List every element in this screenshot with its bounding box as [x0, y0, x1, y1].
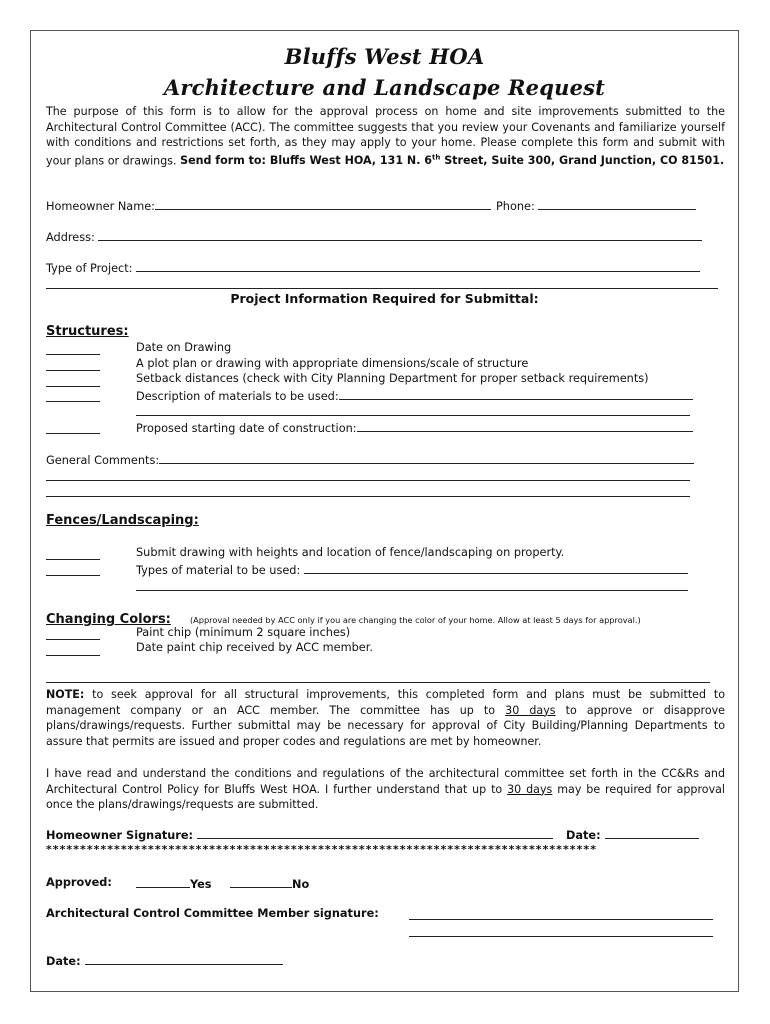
yes-line[interactable] [136, 876, 190, 888]
general-comments-field[interactable] [46, 452, 694, 467]
signature-date-line[interactable] [605, 827, 699, 839]
send-address: Send form to: Bluffs West HOA, 131 N. 6th Street, Suite 300, Grand Junction, CO 81501. [180, 153, 725, 168]
materials-field[interactable] [136, 388, 693, 403]
type-of-project-field[interactable] [46, 260, 700, 275]
intro-paragraph [46, 104, 725, 169]
type-of-project-line[interactable] [136, 260, 700, 272]
homeowner-signature-field[interactable] [46, 827, 553, 842]
note-paragraph: NOTE: to seek approval for all structural improvements, this completed form and plans must be submitted to management company or an ACC member. The committee has up to 30 days to approve or disapprove plans/drawings/requests. Further submittal may be necessary for approval of City Building/Planning Departments to assure that permits are issued and proper codes and regulations are met by homeowner. [46, 688, 726, 748]
fence-materials-line-2[interactable] [136, 590, 688, 591]
divider [46, 288, 718, 289]
address-field[interactable] [46, 229, 702, 244]
acc-signature-line-1[interactable] [409, 919, 713, 920]
materials-label: Description of materials to be used: [136, 390, 339, 403]
start-date-field[interactable] [136, 420, 693, 435]
structures-checkbox-3[interactable] [46, 386, 100, 387]
intro-text: The purpose of this form is to allow for the approval process on home and site improvements submitted to the Architectural Control Committee (ACC). The committee suggests that you review your Covenants and familiarize yourself with conditions and restrictions set forth, as they may apply to your home. Please complete this form and submit with your plans or drawings. [46, 105, 725, 168]
general-comments-line-3[interactable] [46, 496, 690, 497]
fence-materials-label: Types of material to be used: [136, 564, 301, 577]
type-of-project-label: Type of Project: [46, 262, 133, 275]
changing-colors-row [46, 608, 641, 627]
changing-colors-heading: Changing Colors: [46, 612, 171, 627]
divider [46, 682, 710, 683]
structures-checkbox-5[interactable] [46, 433, 100, 434]
homeowner-name-field[interactable] [46, 198, 491, 213]
general-comments-label: General Comments: [46, 454, 160, 467]
homeowner-signature-label: Homeowner Signature: [46, 829, 194, 842]
start-date-line[interactable] [357, 420, 693, 432]
fences-checkbox-1[interactable] [46, 559, 100, 560]
fences-item: Submit drawing with heights and location of fence/landscaping on property. [136, 546, 565, 559]
colors-item: Paint chip (minimum 2 square inches) [136, 626, 351, 639]
address-line[interactable] [98, 229, 702, 241]
form-title: Bluffs West HOA [284, 44, 485, 69]
signature-date-field[interactable] [566, 827, 699, 842]
colors-item: Date paint chip received by ACC member. [136, 641, 373, 654]
approval-date-field[interactable] [46, 953, 283, 968]
changing-colors-note: (Approval needed by ACC only if you are changing the color of your home. Allow at least 5 days for approval.) [189, 615, 641, 625]
structures-checkbox-1[interactable] [46, 354, 100, 355]
materials-line[interactable] [339, 388, 693, 400]
fences-heading: Fences/Landscaping: [46, 513, 199, 528]
acknowledge-days: 30 days [507, 782, 553, 796]
colors-checkbox-1[interactable] [46, 639, 100, 640]
approval-date-line[interactable] [85, 953, 283, 965]
general-comments-line-2[interactable] [46, 480, 690, 481]
phone-label: Phone: [496, 200, 535, 213]
approved-yes-option[interactable] [136, 876, 212, 891]
phone-line[interactable] [538, 198, 696, 210]
structures-item: A plot plan or drawing with appropriate dimensions/scale of structure [136, 357, 529, 370]
structures-item: Date on Drawing [136, 341, 232, 354]
no-label: No [292, 878, 310, 891]
general-comments-line[interactable] [159, 452, 694, 464]
project-info-heading: Project Information Required for Submittal: [230, 291, 539, 306]
note-label: NOTE: [46, 688, 85, 701]
colors-checkbox-2[interactable] [46, 655, 100, 656]
yes-label: Yes [190, 878, 212, 891]
acc-signature-label: Architectural Control Committee Member signature: [46, 907, 379, 920]
separator-stars: ********************************************************************************* [46, 843, 597, 856]
no-line[interactable] [230, 876, 292, 888]
acknowledgement-paragraph: I have read and understand the conditions and regulations of the architectural committee set forth in the CC&Rs and Architectural Control Policy for Bluffs West HOA. I further understand that up to 30 days may be required for approval once the plans/drawings/requests are submitted. [46, 767, 726, 812]
structures-checkbox-2[interactable] [46, 370, 100, 371]
structures-checkbox-4[interactable] [46, 401, 100, 402]
homeowner-signature-line[interactable] [197, 827, 553, 839]
form-subtitle: Architecture and Landscape Request [163, 75, 606, 100]
approval-date-label: Date: [46, 955, 81, 968]
structures-item: Setback distances (check with City Planning Department for proper setback requirements) [136, 372, 649, 385]
fences-checkbox-2[interactable] [46, 575, 100, 576]
address-label: Address: [46, 231, 95, 244]
homeowner-name-label: Homeowner Name: [46, 200, 155, 213]
structures-heading: Structures: [46, 324, 129, 339]
approved-label: Approved: [46, 876, 112, 889]
fence-materials-field[interactable] [136, 562, 688, 577]
phone-field[interactable] [496, 198, 696, 213]
approved-no-option[interactable] [230, 876, 309, 891]
start-date-label: Proposed starting date of construction: [136, 422, 357, 435]
fence-materials-line[interactable] [304, 562, 688, 574]
materials-line-2[interactable] [136, 415, 690, 416]
homeowner-name-line[interactable] [155, 198, 491, 210]
acc-signature-line-2[interactable] [409, 936, 713, 937]
signature-date-label: Date: [566, 829, 601, 842]
note-days: 30 days [505, 703, 556, 717]
